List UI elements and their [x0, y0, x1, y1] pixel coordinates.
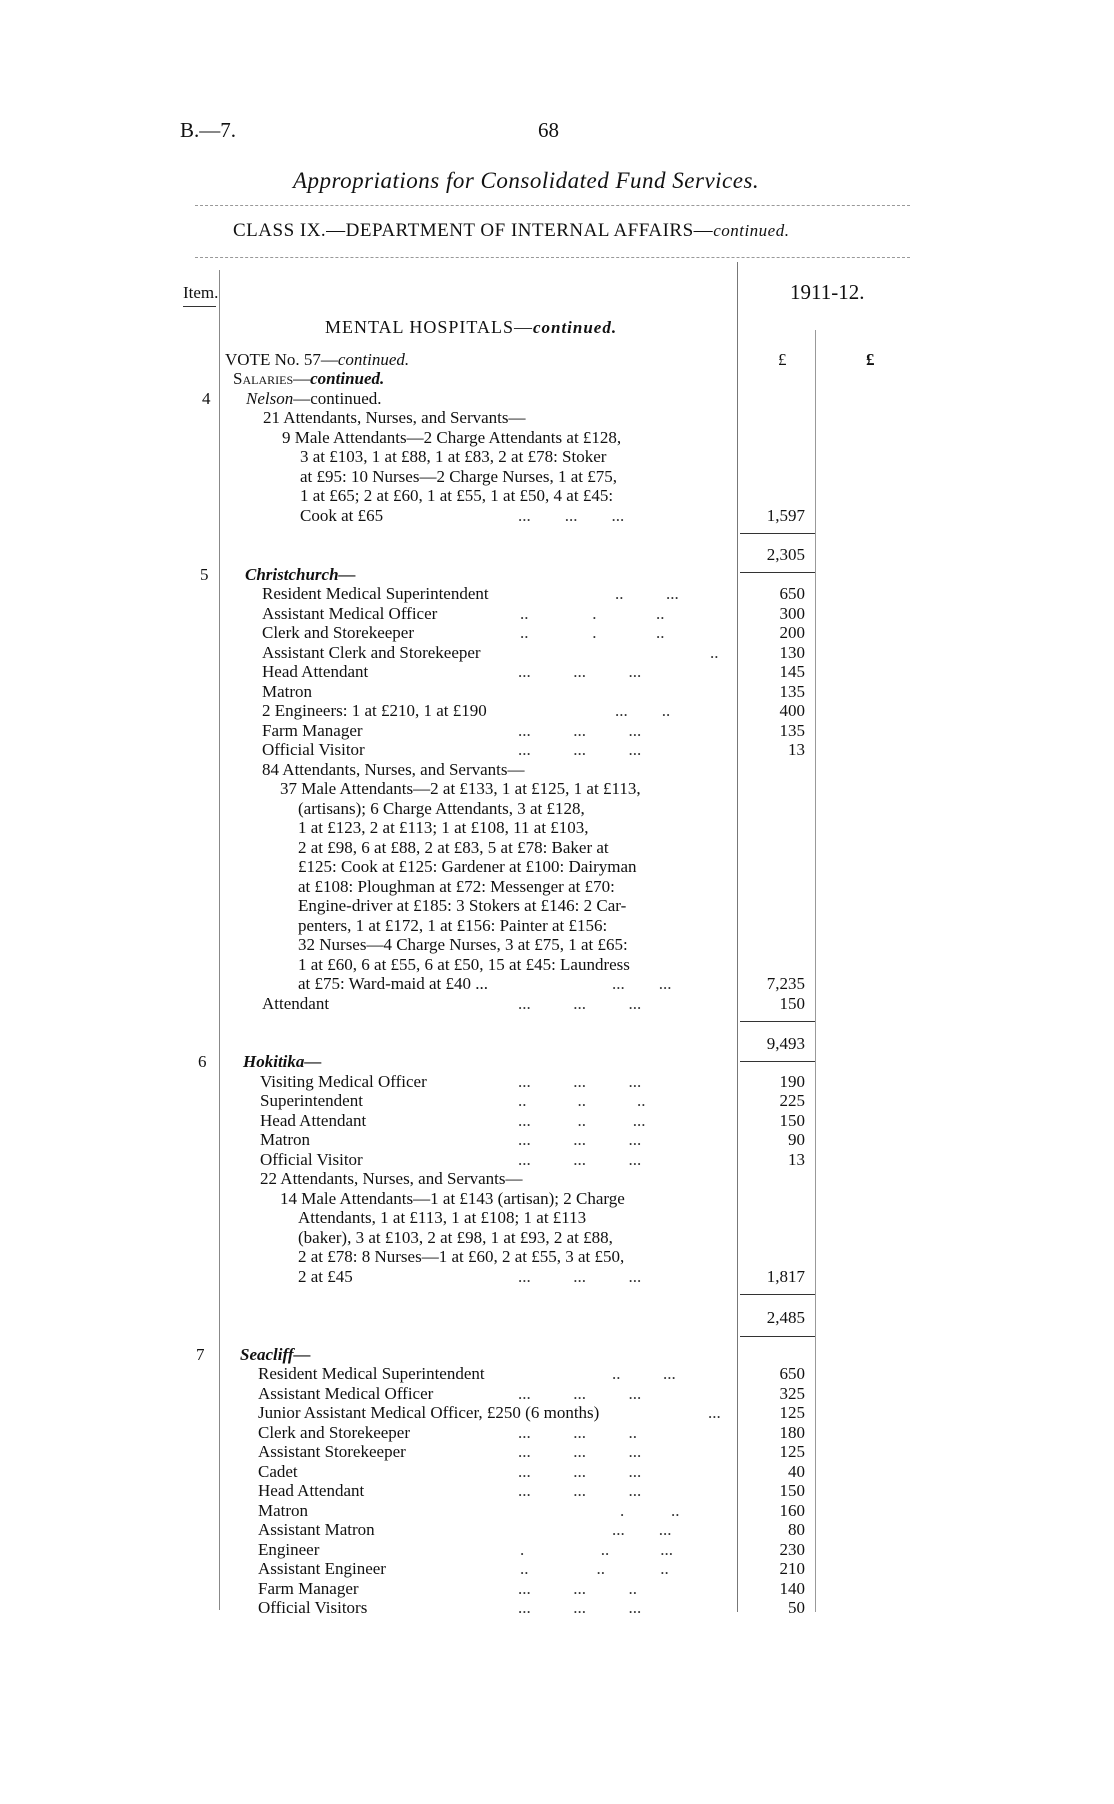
hokitika-row-label: Matron — [260, 1130, 311, 1149]
section-title-cont: continued. — [532, 318, 618, 337]
seacliff-row-amount: 650 — [779, 1364, 805, 1383]
hokitika-row-label: Head Attendant — [260, 1111, 367, 1130]
christchurch-row-amount: 300 — [779, 604, 805, 623]
leader-dots: .. .. .. — [520, 1559, 669, 1578]
leader-dots: ... ... ... — [518, 662, 642, 681]
seacliff-row-label: Assistant Matron — [258, 1520, 375, 1539]
leader-dots: ... ... ... — [518, 1267, 642, 1286]
leader-dots: ... ... ... — [518, 740, 642, 759]
hokitika-group-line: 14 Male Attendants—1 at £143 (artisan); 2 Charge — [280, 1189, 625, 1208]
pound-sign-col2: £ — [866, 350, 875, 369]
nelson-line: Cook at £65 — [300, 506, 384, 525]
christchurch-group-line: at £108: Ploughman at £72: Messenger at £70: — [298, 877, 615, 896]
vote-cont: continued. — [337, 350, 410, 369]
christchurch-group-line: 2 at £98, 6 at £88, 2 at £83, 5 at £78: Baker at — [298, 838, 609, 857]
christchurch-row-label: Assistant Medical Officer — [262, 604, 438, 623]
hokitika-row-amount: 13 — [788, 1150, 805, 1169]
nelson-name: Nelson — [246, 389, 294, 408]
christchurch-group-line: at £75: Ward-maid at £40 ... — [298, 974, 488, 993]
hokitika-row-amount: 225 — [779, 1091, 805, 1110]
salaries-text: Salaries— — [233, 369, 311, 388]
christchurch-row-label: Clerk and Storekeeper — [262, 623, 414, 642]
christchurch-group-amount: 7,235 — [766, 974, 805, 993]
seacliff-row-label: Matron — [258, 1501, 309, 1520]
leader-dots: ... ... .. — [518, 1423, 637, 1442]
leader-dots: ... ... ... — [518, 1442, 642, 1461]
leader-dots: ... ... ... — [518, 1598, 642, 1617]
nelson-line: 9 Male Attendants—2 Charge Attendants at £128, — [282, 428, 622, 447]
leader-dots: ... ... ... — [518, 721, 642, 740]
christchurch-total: 9,493 — [766, 1034, 805, 1053]
hokitika-heading: Hokitika— — [243, 1052, 322, 1071]
christchurch-row-amount: 130 — [779, 643, 805, 662]
nelson-amount: 1,597 — [766, 506, 805, 525]
hokitika-row-label: Visiting Medical Officer — [260, 1072, 427, 1091]
seacliff-row-amount: 210 — [779, 1559, 805, 1578]
page-number: 68 — [538, 118, 559, 142]
subtotal-rule — [740, 1021, 815, 1022]
seacliff-row-label: Clerk and Storekeeper — [258, 1423, 410, 1442]
nelson-total: 2,305 — [766, 545, 805, 564]
pound-sign-col1: £ — [778, 350, 787, 369]
christchurch-group-line: penters, 1 at £172, 1 at £156: Painter at £156: — [298, 916, 608, 935]
christchurch-row-amount: 13 — [788, 740, 805, 759]
christchurch-heading: Christchurch— — [245, 565, 356, 584]
leader-dots: ... ... ... — [518, 506, 625, 525]
title-divider — [195, 205, 910, 206]
nelson-line: 21 Attendants, Nurses, and Servants— — [263, 408, 526, 427]
seacliff-row-amount: 125 — [779, 1403, 805, 1422]
seacliff-row-amount: 230 — [779, 1540, 805, 1559]
item-column-rule — [219, 270, 220, 1610]
leader-dots: ... ... ... — [518, 1384, 642, 1403]
leader-dots: .. — [710, 643, 719, 662]
hokitika-group-line: 2 at £78: 8 Nurses—1 at £60, 2 at £55, 3 at £50, — [298, 1247, 625, 1266]
christchurch-attendant-label: Attendant — [262, 994, 330, 1013]
leader-dots: ... .. — [615, 701, 671, 720]
hokitika-group-line: 2 at £45 — [298, 1267, 353, 1286]
hokitika-group-title: 22 Attendants, Nurses, and Servants— — [260, 1169, 523, 1188]
seacliff-row-amount: 40 — [788, 1462, 805, 1481]
subtotal-rule — [740, 533, 815, 534]
christchurch-group-title: 84 Attendants, Nurses, and Servants— — [262, 760, 525, 779]
seacliff-row-amount: 125 — [779, 1442, 805, 1461]
item-column-label: Item. — [183, 283, 219, 302]
total-rule — [740, 572, 815, 573]
hokitika-group-line: (baker), 3 at £103, 2 at £98, 1 at £93, 2 at £88, — [298, 1228, 613, 1247]
seacliff-row-amount: 160 — [779, 1501, 805, 1520]
leader-dots: ... ... ... — [518, 1130, 642, 1149]
item-number-christchurch: 5 — [200, 565, 209, 584]
seacliff-heading: Seacliff— — [240, 1345, 311, 1364]
vote-text: VOTE No. 57— — [225, 350, 338, 369]
class-divider — [195, 257, 910, 258]
leader-dots: .. .. .. — [518, 1091, 646, 1110]
subtotal-rule — [740, 1294, 815, 1295]
christchurch-row-amount: 200 — [779, 623, 805, 642]
leader-dots: ... ... ... — [518, 1462, 642, 1481]
christchurch-row-label: Resident Medical Superintendent — [262, 584, 489, 603]
nelson-line: 3 at £103, 1 at £88, 1 at £83, 2 at £78: Stoker — [300, 447, 607, 466]
christchurch-row-amount: 400 — [779, 701, 805, 720]
leader-dots: ... ... ... — [518, 1481, 642, 1500]
amount-column-rule-mid — [815, 330, 816, 1612]
salaries-cont: continued. — [310, 369, 385, 388]
seacliff-row-amount: 180 — [779, 1423, 805, 1442]
leader-dots: ... ... ... — [518, 994, 642, 1013]
year-heading: 1911-12. — [790, 280, 865, 304]
hokitika-row-label: Official Visitor — [260, 1150, 363, 1169]
christchurch-group-line: (artisans); 6 Charge Attendants, 3 at £128, — [298, 799, 585, 818]
hokitika-total: 2,485 — [766, 1308, 805, 1327]
leader-dots: ... ... .. — [518, 1579, 637, 1598]
christchurch-group-line: 1 at £123, 2 at £113; 1 at £108, 11 at £103, — [298, 818, 589, 837]
christchurch-group-line: Engine-driver at £185: 3 Stokers at £146: 2 Car- — [298, 896, 627, 915]
salaries-heading — [233, 369, 384, 389]
hokitika-row-label: Superintendent — [260, 1091, 363, 1110]
page-title: Appropriations for Consolidated Fund Services. — [293, 168, 760, 193]
leader-dots: ... ... — [612, 974, 672, 993]
seacliff-row-label: Assistant Engineer — [258, 1559, 386, 1578]
leader-dots: ... ... ... — [518, 1150, 642, 1169]
item-label-underline — [183, 306, 216, 307]
section-title-text: MENTAL HOSPITALS— — [325, 317, 533, 337]
item-number-seacliff: 7 — [196, 1345, 205, 1364]
nelson-line: 1 at £65; 2 at £60, 1 at £55, 1 at £50, 4 at £45: — [300, 486, 614, 505]
christchurch-row-label: Head Attendant — [262, 662, 369, 681]
class-heading — [233, 220, 789, 242]
christchurch-row-amount: 135 — [779, 682, 805, 701]
seacliff-row-amount: 50 — [788, 1598, 805, 1617]
leader-dots: ... ... — [612, 1520, 672, 1539]
christchurch-group-line: 32 Nurses—4 Charge Nurses, 3 at £75, 1 at £65: — [298, 935, 628, 954]
seacliff-row-label: Farm Manager — [258, 1579, 359, 1598]
section-title — [325, 317, 617, 338]
nelson-name-cont: —continued. — [293, 389, 382, 408]
seacliff-row-amount: 325 — [779, 1384, 805, 1403]
leader-dots: .. . .. — [520, 604, 665, 623]
hokitika-row-amount: 150 — [779, 1111, 805, 1130]
christchurch-row-amount: 145 — [779, 662, 805, 681]
leader-dots: . .. ... — [520, 1540, 673, 1559]
christchurch-row-label: Assistant Clerk and Storekeeper — [262, 643, 481, 662]
seacliff-row-label: Engineer — [258, 1540, 320, 1559]
total-rule — [740, 1061, 815, 1062]
christchurch-row-label: Farm Manager — [262, 721, 363, 740]
seacliff-row-label: Assistant Storekeeper — [258, 1442, 406, 1461]
seacliff-row-amount: 150 — [779, 1481, 805, 1500]
christchurch-row-label: 2 Engineers: 1 at £210, 1 at £190 — [262, 701, 487, 720]
hokitika-row-amount: 190 — [779, 1072, 805, 1091]
seacliff-row-label: Junior Assistant Medical Officer, £250 (6 months) — [258, 1403, 600, 1422]
seacliff-row-label: Official Visitors — [258, 1598, 368, 1617]
page-ref: B.—7. — [180, 118, 237, 142]
vote-heading — [225, 350, 409, 370]
leader-dots: .. ... — [615, 584, 679, 603]
leader-dots: .. . .. — [520, 623, 665, 642]
hokitika-group-amount: 1,817 — [766, 1267, 805, 1286]
class-heading-text: CLASS IX.—DEPARTMENT OF INTERNAL AFFAIRS— — [233, 220, 714, 241]
leader-dots: ... ... ... — [518, 1072, 642, 1091]
total-rule — [740, 1336, 815, 1337]
christchurch-group-line: £125: Cook at £125: Gardener at £100: Dairyman — [298, 857, 637, 876]
christchurch-group-line: 1 at £60, 6 at £55, 6 at £50, 15 at £45: Laundress — [298, 955, 630, 974]
item-number-hokitika: 6 — [198, 1052, 207, 1071]
seacliff-row-amount: 80 — [788, 1520, 805, 1539]
christchurch-attendant-amount: 150 — [779, 994, 805, 1013]
christchurch-row-label: Matron — [262, 682, 313, 701]
christchurch-row-label: Official Visitor — [262, 740, 365, 759]
christchurch-group-line: 37 Male Attendants—2 at £133, 1 at £125, 1 at £113, — [280, 779, 641, 798]
leader-dots: .. ... — [612, 1364, 676, 1383]
seacliff-row-label: Assistant Medical Officer — [258, 1384, 434, 1403]
seacliff-row-amount: 140 — [779, 1579, 805, 1598]
leader-dots: ... — [708, 1403, 721, 1422]
leader-dots: . .. — [620, 1501, 680, 1520]
nelson-line: at £95: 10 Nurses—2 Charge Nurses, 1 at £75, — [300, 467, 617, 486]
item-number-nelson: 4 — [202, 389, 211, 408]
christchurch-row-amount: 135 — [779, 721, 805, 740]
leader-dots: ... .. ... — [518, 1111, 646, 1130]
hokitika-group-line: Attendants, 1 at £113, 1 at £108; 1 at £113 — [298, 1208, 587, 1227]
class-heading-cont: continued. — [713, 221, 790, 240]
nelson-heading — [246, 389, 382, 409]
seacliff-row-label: Cadet — [258, 1462, 298, 1481]
seacliff-row-label: Resident Medical Superintendent — [258, 1364, 485, 1383]
seacliff-row-label: Head Attendant — [258, 1481, 365, 1500]
hokitika-row-amount: 90 — [788, 1130, 805, 1149]
christchurch-row-amount: 650 — [779, 584, 805, 603]
